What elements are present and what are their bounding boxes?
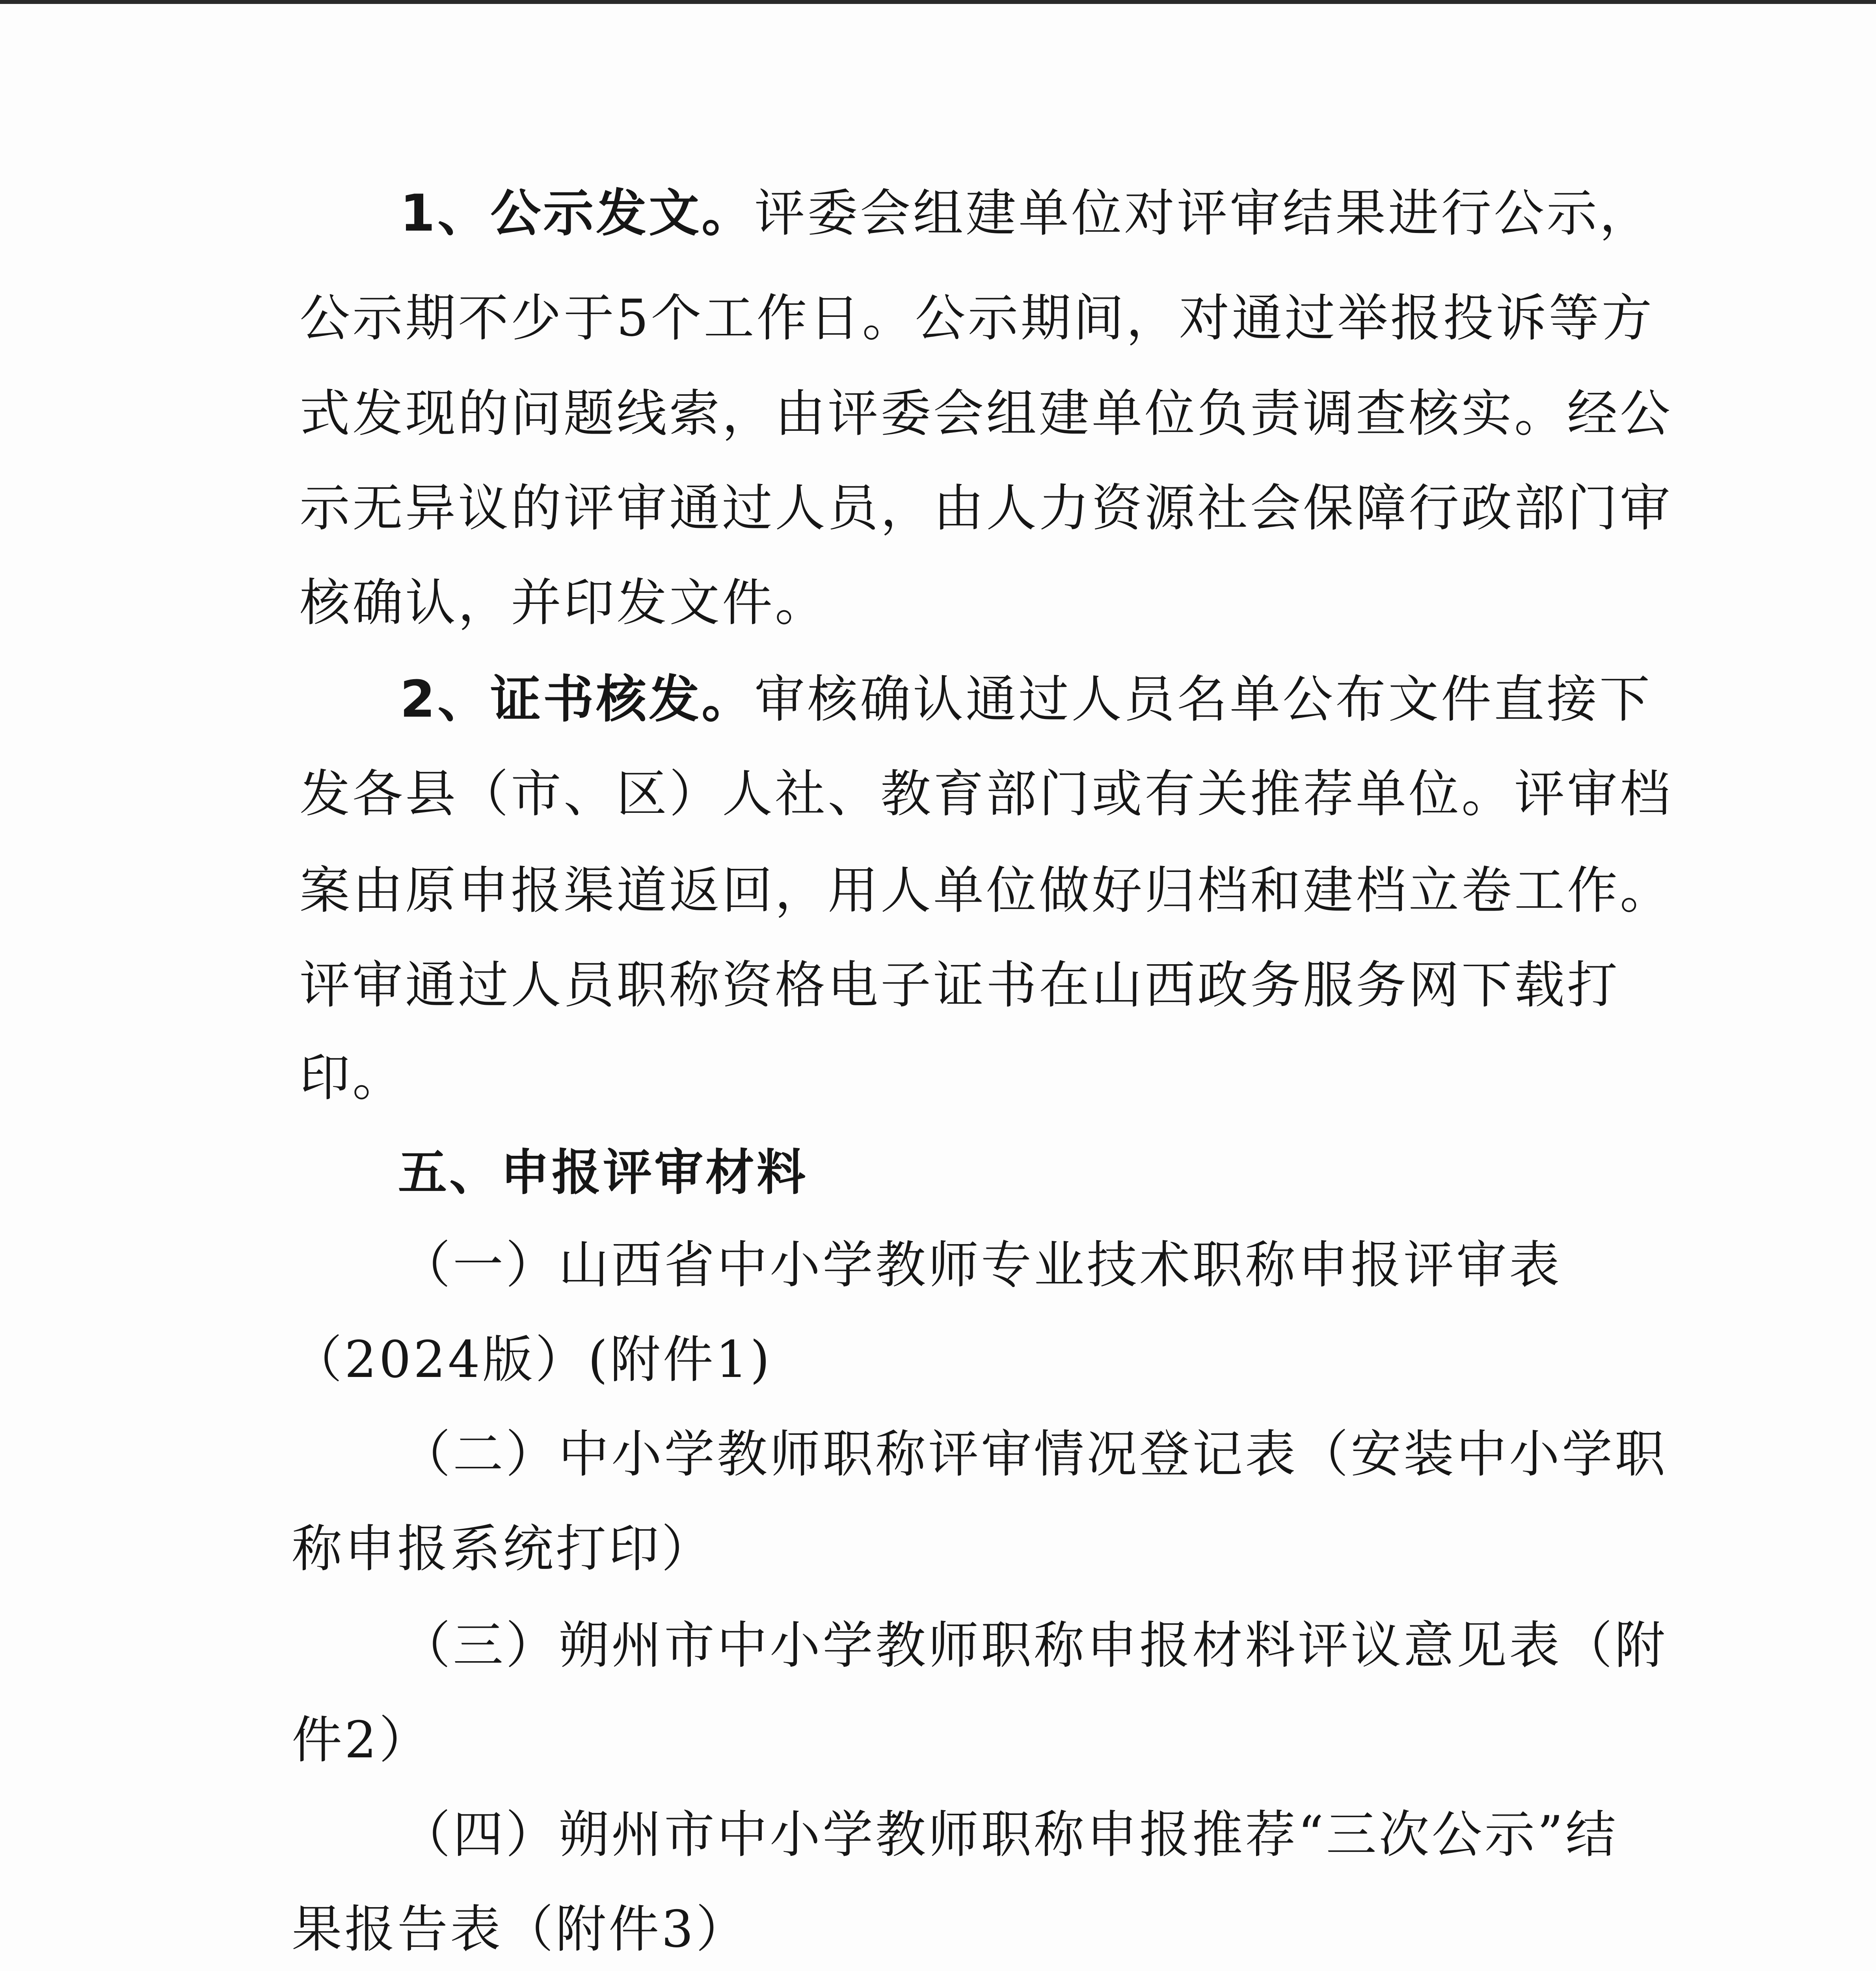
paragraph-2-line-3: 案由原申报渠道返回，用人单位做好归档和建档立卷工作。	[300, 861, 1673, 920]
paragraph-2-line-1	[400, 668, 1652, 731]
paragraph-1-line-2: 公示期不少于5个工作日。公示期间，对通过举报投诉等方	[300, 289, 1655, 348]
paragraph-2-line-5: 印。	[300, 1049, 406, 1107]
paragraph-2-lead: 2、证书核发。	[400, 670, 755, 729]
paragraph-1-text: 评委会组建单位对评审结果进行公示，	[754, 184, 1653, 243]
paragraph-1-lead: 1、公示发文。	[400, 184, 755, 243]
section-5-item-2-line-1: （二）中小学教师职称评审情况登记表（安装中小学职	[400, 1425, 1668, 1484]
paragraph-1-line-5: 核确认，并印发文件。	[300, 574, 828, 632]
top-scan-border	[0, 0, 1876, 4]
section-5-item-1-line-1: （一）山西省中小学教师专业技术职称申报评审表	[400, 1236, 1562, 1295]
section-5-item-3-line-1: （三）朔州市中小学教师职称申报材料评议意见表（附	[400, 1616, 1668, 1675]
paragraph-2-line-2: 发各县（市、区）人社、教育部门或有关推荐单位。评审档	[300, 765, 1673, 823]
paragraph-1-line-4: 示无异议的评审通过人员，由人力资源社会保障行政部门审	[300, 479, 1673, 538]
section-5-item-1-line-2: （2024版）(附件1)	[292, 1330, 772, 1389]
section-5-item-4-line-1: （四）朔州市中小学教师职称申报推荐“三次公示”结	[400, 1805, 1618, 1864]
paragraph-1-line-3: 式发现的问题线索，由评委会组建单位负责调查核实。经公	[300, 384, 1673, 443]
section-5-item-2-line-2: 称申报系统打印）	[292, 1520, 715, 1578]
section-5-item-3-line-2: 件2）	[292, 1711, 432, 1770]
section-5-item-4-line-2: 果报告表（附件3）	[292, 1900, 749, 1959]
section-5-heading: 五、申报评审材料	[398, 1144, 808, 1201]
paragraph-2-text: 审核确认通过人员名单公布文件直接下	[754, 670, 1653, 729]
paragraph-1-line-1	[400, 182, 1652, 245]
paragraph-2-line-4: 评审通过人员职称资格电子证书在山西政务服务网下载打	[300, 956, 1620, 1015]
